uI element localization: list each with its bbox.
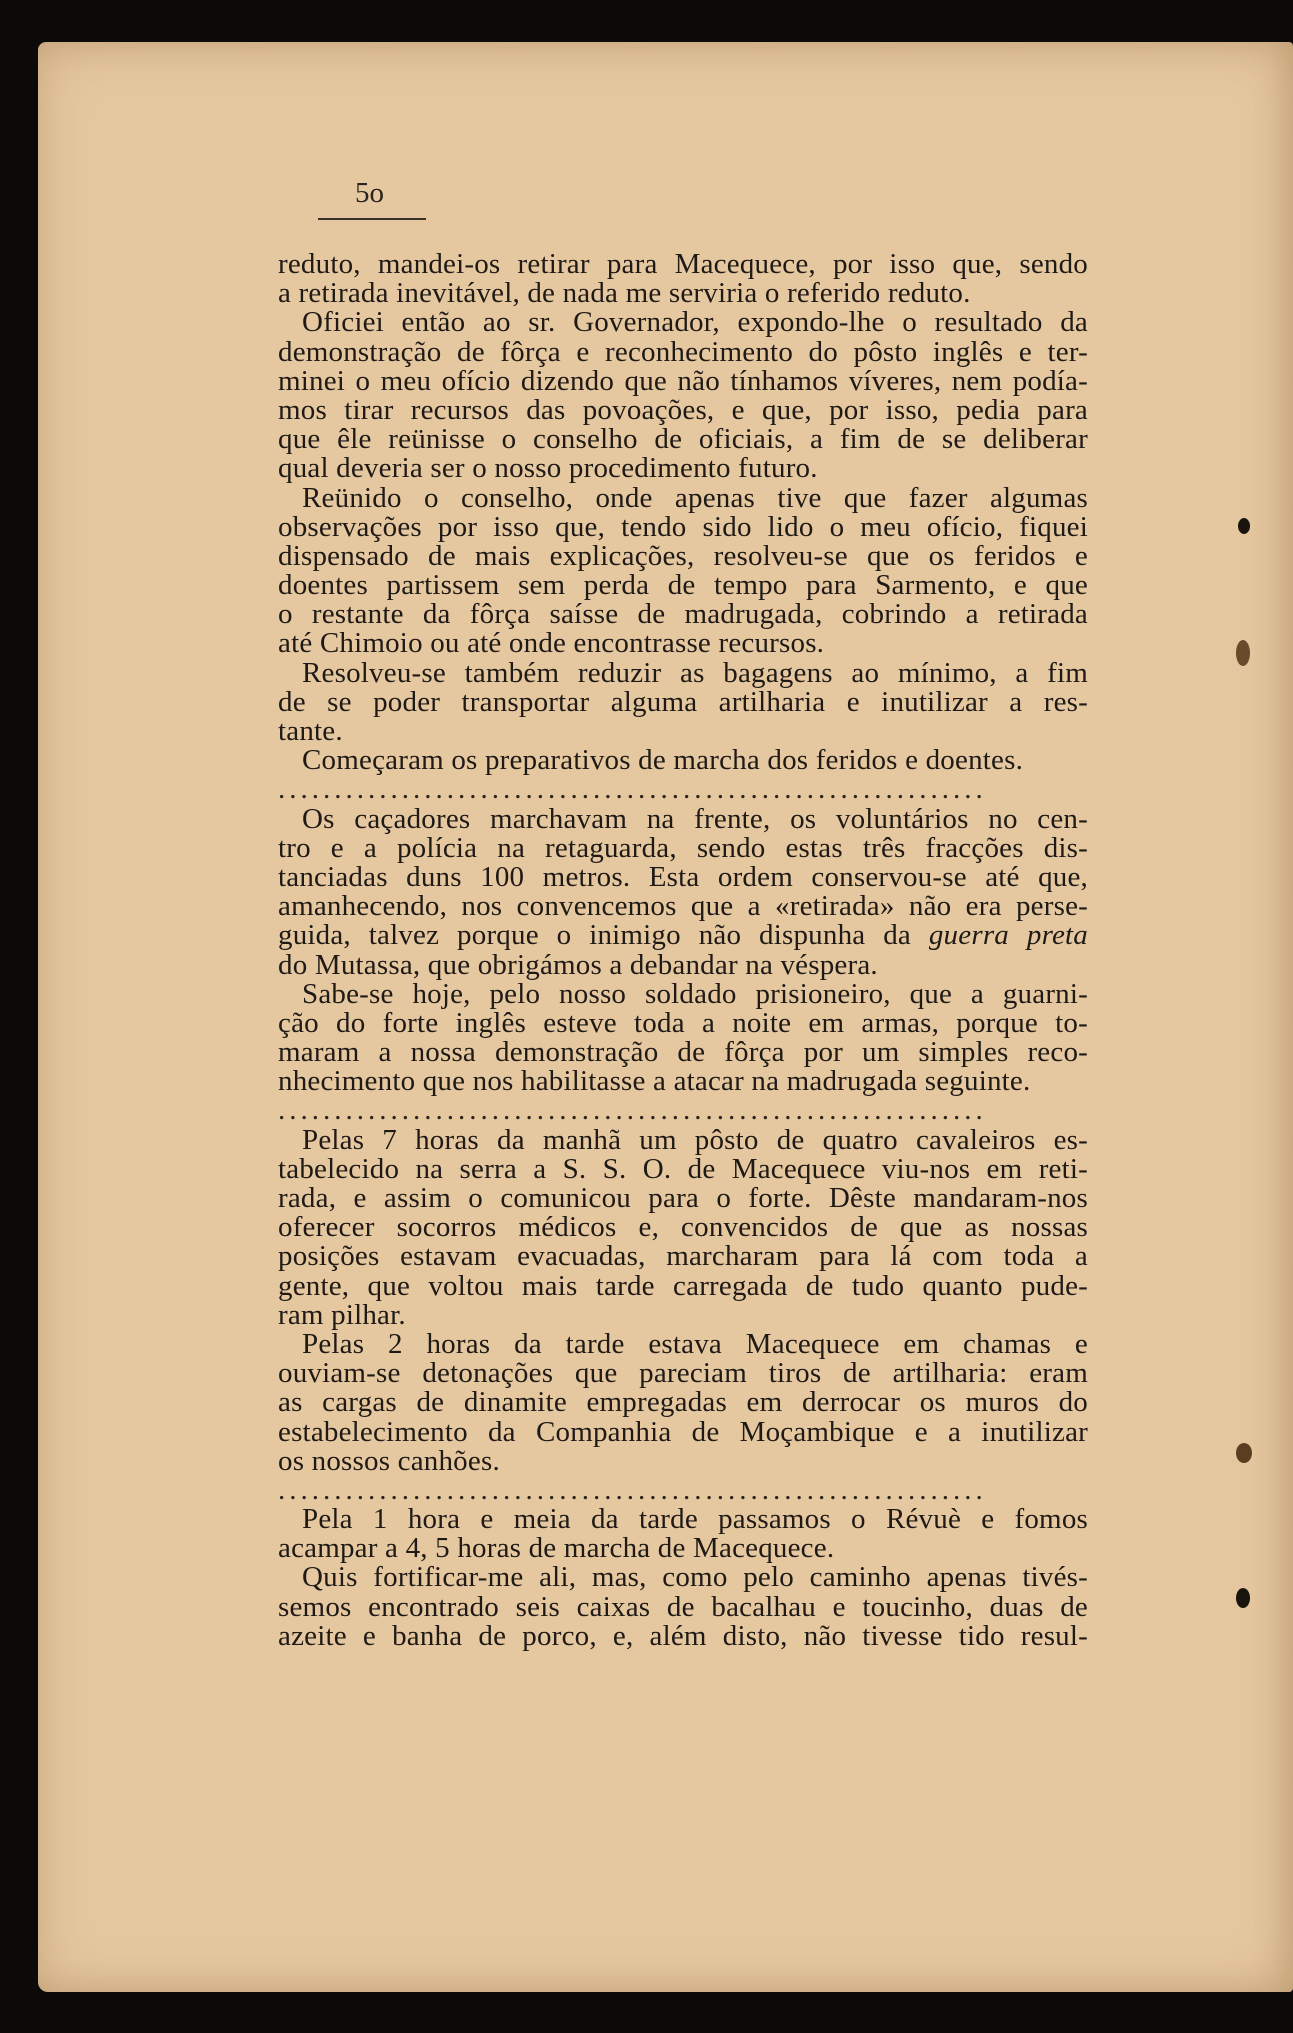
text-line: tanciadas duns 100 metros. Esta ordem conservou-se até que,	[278, 860, 1088, 893]
text-line: nhecimento que nos habilitasse a atacar na madrugada seguinte.	[278, 1065, 1031, 1098]
text-line: amanhecendo, nos convencemos que a «retirada» não era perse-	[278, 890, 1088, 923]
text-line: Pelas 7 horas da manhã um pôsto de quatro cavaleiros es-	[302, 1123, 1088, 1156]
text-line: Sabe-se hoje, pelo nosso soldado prisioneiro, que a guarni-	[302, 977, 1088, 1010]
text-line: que êle reünisse o conselho de oficiais, a fim de se deliberar	[278, 423, 1088, 456]
section-separator: ...............................................................	[278, 1475, 987, 1506]
text-line: oferecer socorros médicos e, convencidos de que as nossas	[278, 1211, 1088, 1244]
text-line: doentes partissem sem perda de tempo para Sarmento, e que	[278, 569, 1088, 602]
text-line: posições estavam evacuadas, marcharam para lá com toda a	[278, 1240, 1088, 1273]
text-line: do Mutassa, que obrigámos a debandar na véspera.	[278, 948, 878, 981]
text-line: tro e a polícia na retaguarda, sendo estas três fracções dis-	[278, 831, 1088, 864]
page-number-rule	[318, 218, 426, 220]
text-line: as cargas de dinamite empregadas em derrocar os muros do	[278, 1386, 1088, 1419]
text-fragment: guida, talvez porque o inimigo não dispunha da	[278, 919, 911, 952]
text-line: rada, e assim o comunicou para o forte. Dêste mandaram-nos	[278, 1182, 1088, 1214]
text-line: tante.	[278, 715, 343, 747]
text-line: ção do forte inglês esteve toda a noite em armas, porque to-	[278, 1006, 1088, 1039]
text-line: Resolveu-se também reduzir as bagagens ao mínimo, a fim	[302, 656, 1088, 689]
text-line: demonstração de fôrça e reconhecimento do pôsto inglês e ter-	[278, 335, 1088, 368]
text-line: minei o meu ofício dizendo que não tínhamos víveres, nem podía-	[278, 364, 1088, 397]
binding-hole-mark	[1236, 640, 1250, 666]
text-line: ram pilhar.	[278, 1298, 406, 1331]
text-line: de se poder transportar alguma artilharia e inutilizar a res-	[278, 685, 1088, 718]
text-line: dispensado de mais explicações, resolveu-se que os feridos e	[278, 539, 1088, 572]
page-number: 5o	[355, 177, 384, 209]
body-text	[278, 250, 1088, 1651]
text-line: azeite e banha de porco, e, além disto, não tivesse tido resul-	[278, 1619, 1088, 1652]
text-line: mos tirar recursos das povoações, e que, por isso, pedia para	[278, 393, 1088, 426]
text-line: Reünido o conselho, onde apenas tive que fazer algumas	[302, 481, 1088, 514]
text-line: Quis fortificar-me ali, mas, como pelo caminho apenas tivés-	[302, 1561, 1088, 1594]
text-line: gente, que voltou mais tarde carregada de tudo quanto pude-	[278, 1269, 1088, 1302]
text-line: Pela 1 hora e meia da tarde passamos o Révuè e fomos	[302, 1503, 1088, 1536]
section-separator: ...............................................................	[278, 1096, 987, 1126]
text-line: estabelecimento da Companhia de Moçambique e a inutilizar	[278, 1415, 1088, 1448]
text-line: observações por isso que, tendo sido lido o meu ofício, fiquei	[278, 510, 1088, 543]
text-line: o restante da fôrça saísse de madrugada, cobrindo a retirada	[278, 598, 1088, 631]
text-line: Começaram os preparativos de marcha dos feridos e doentes.	[302, 744, 1024, 777]
text-line: até Chimoio ou até onde encontrasse recursos.	[278, 627, 825, 660]
text-line: reduto, mandei-os retirar para Macequece, por isso que, sendo	[278, 248, 1088, 280]
text-line: acampar a 4, 5 horas de marcha de Macequece.	[278, 1532, 835, 1565]
text-line: Os caçadores marchavam na frente, os voluntários no cen-	[302, 802, 1088, 835]
binding-hole-mark	[1236, 1443, 1252, 1463]
text-line: qual deveria ser o nosso procedimento futuro.	[278, 452, 818, 485]
italic-phrase: guerra preta	[928, 919, 1089, 952]
text-line: maram a nossa demonstração de fôrça por um simples reco-	[278, 1036, 1088, 1069]
text-line: Pelas 2 horas da tarde estava Macequece em chamas e	[302, 1327, 1088, 1360]
text-line	[278, 921, 1088, 950]
text-line: semos encontrado seis caixas de bacalhau e toucinho, duas de	[278, 1590, 1088, 1623]
text-line: tabelecido na serra a S. S. O. de Macequece viu-nos em reti-	[278, 1152, 1088, 1185]
text-line: Oficiei então ao sr. Governador, expondo-lhe o resultado da	[302, 306, 1088, 339]
binding-hole-mark	[1236, 1588, 1250, 1608]
text-line: a retirada inevitável, de nada me serviria o referido reduto.	[278, 277, 971, 310]
binding-hole-mark	[1238, 518, 1250, 534]
text-line: os nossos canhões.	[278, 1444, 500, 1477]
section-separator: ...............................................................	[278, 775, 987, 805]
text-line: ouviam-se detonações que pareciam tiros de artilharia: eram	[278, 1357, 1088, 1390]
